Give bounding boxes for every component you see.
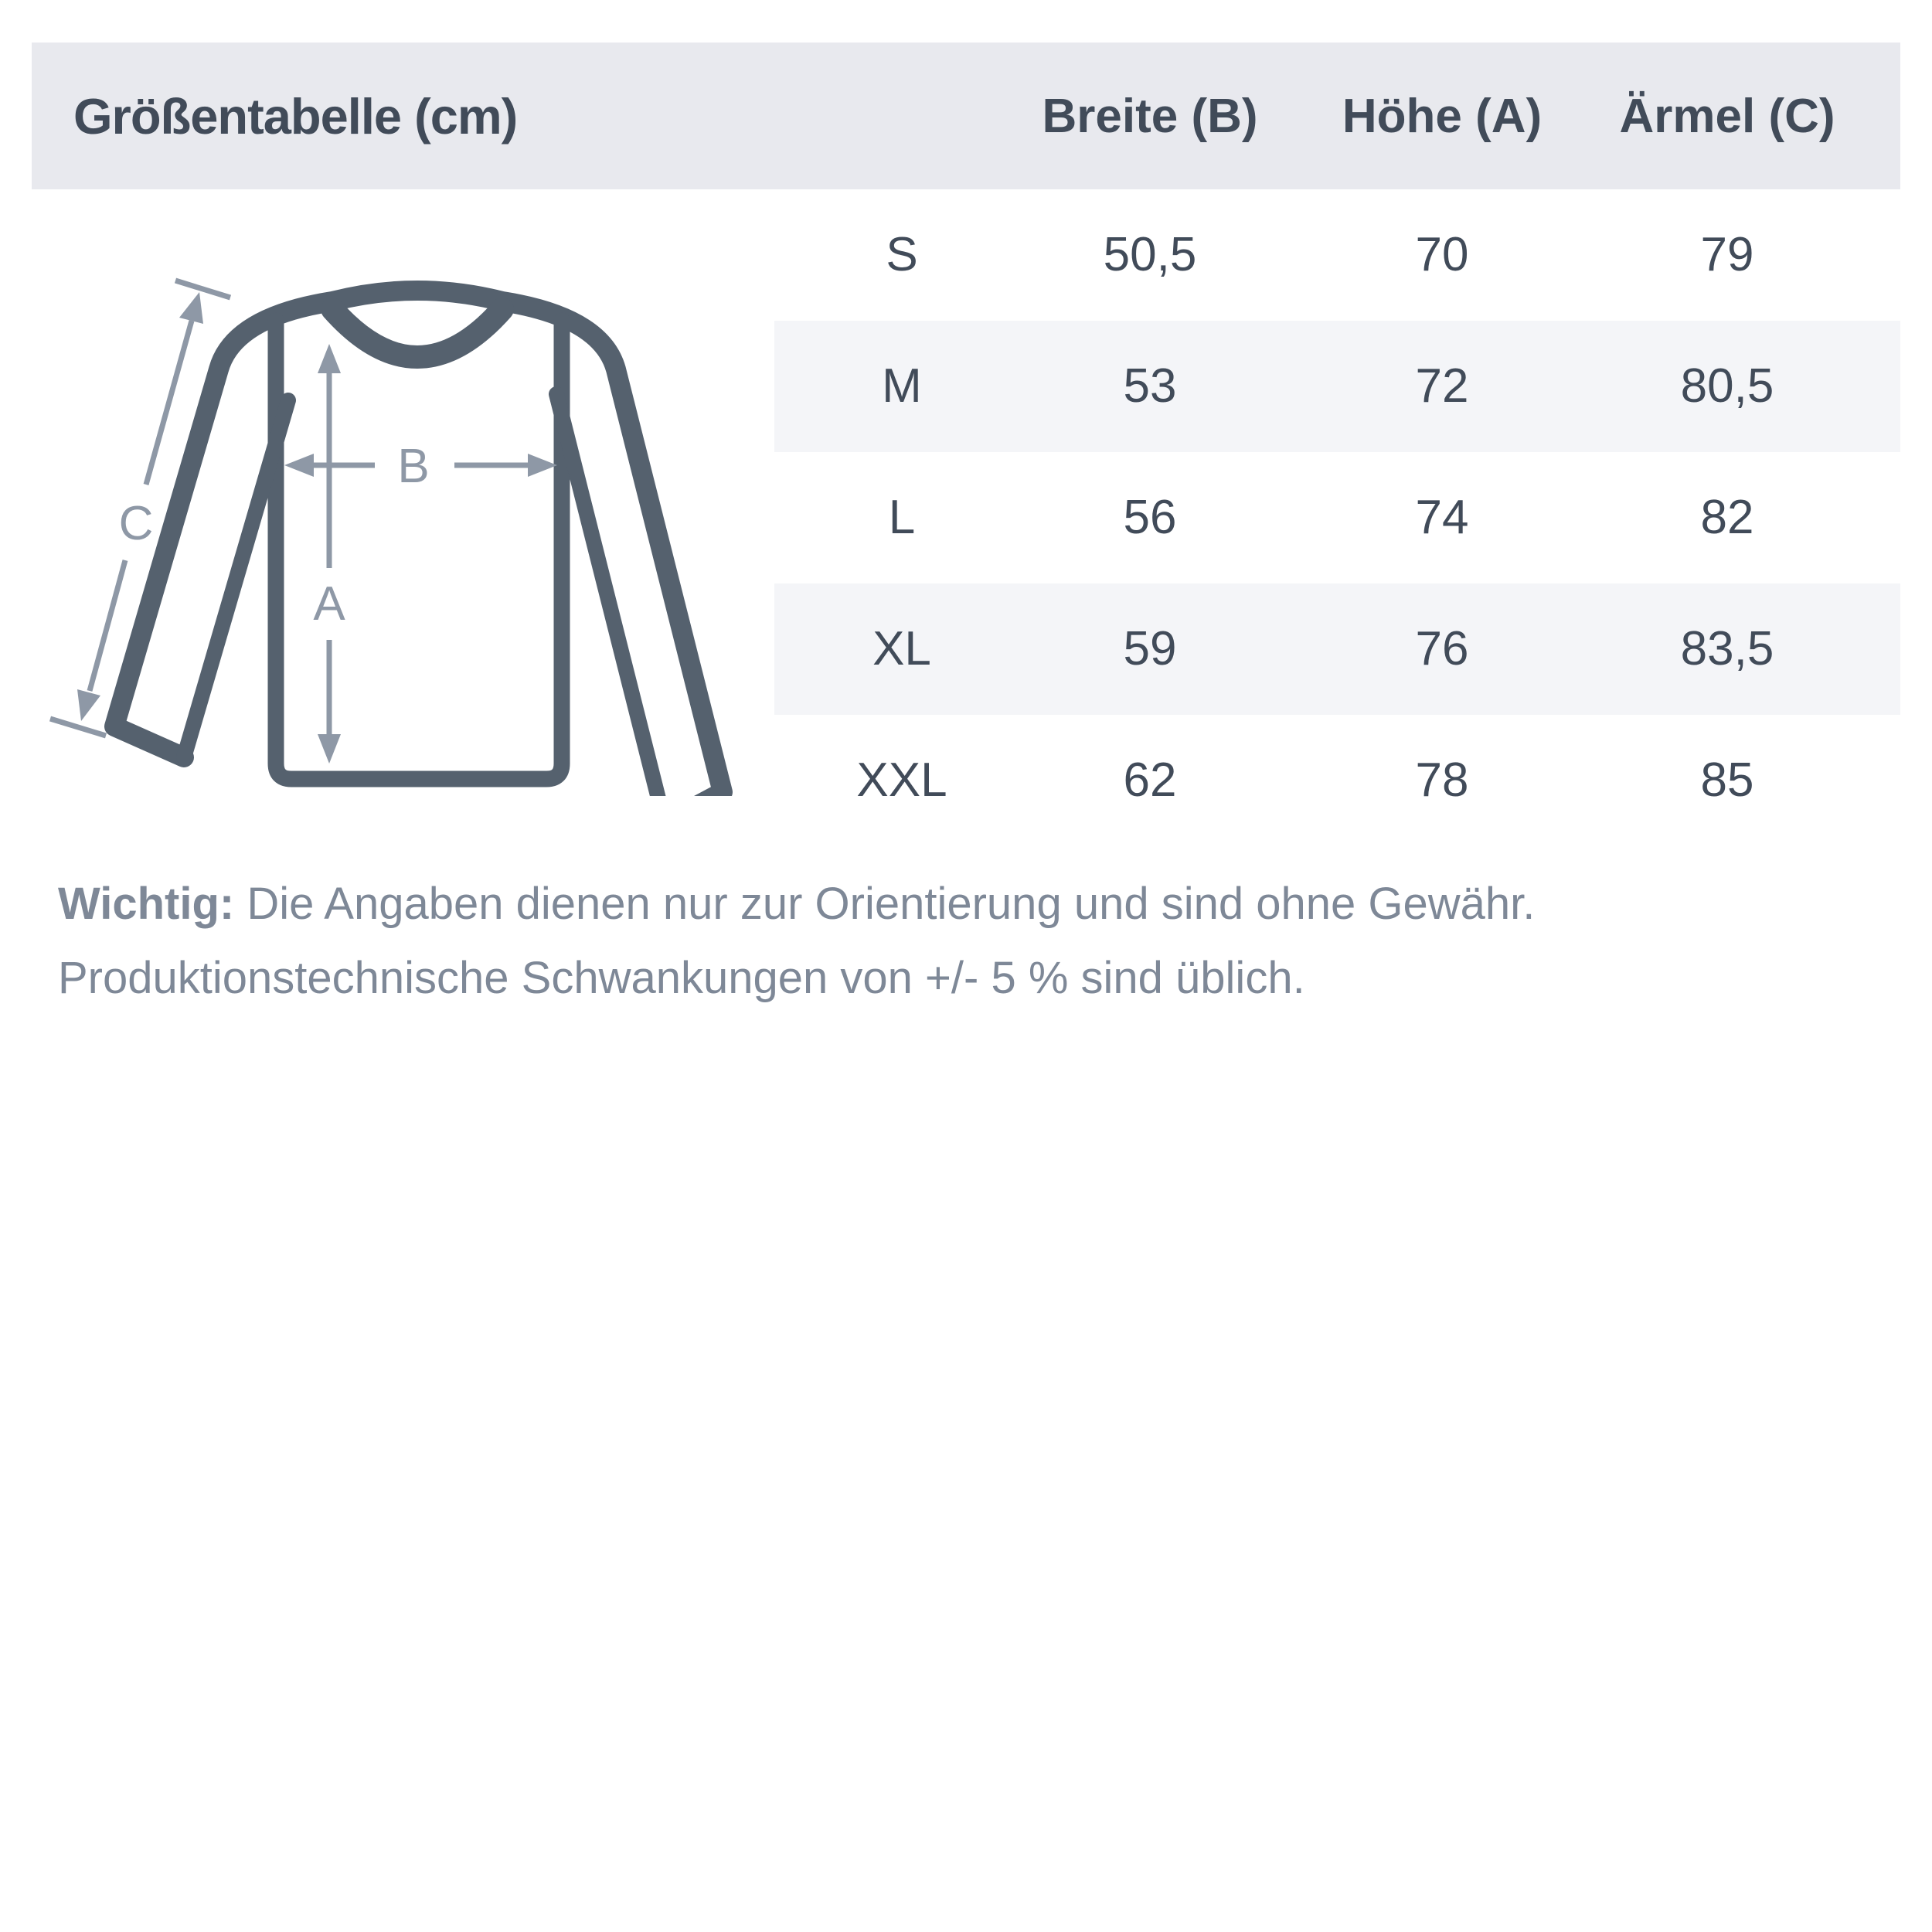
sweater-measurement-diagram <box>23 270 750 796</box>
hoehe-value: 78 <box>1415 753 1469 807</box>
disclaimer-line-1-text: Die Angaben dienen nur zur Orientierung und sind ohne Gewähr. <box>234 879 1536 929</box>
label-b: B <box>397 440 430 493</box>
breite-value: 53 <box>1123 359 1177 413</box>
breite-value: 50,5 <box>1103 228 1197 281</box>
aermel-value: 80,5 <box>1680 359 1774 413</box>
sweater-body <box>276 321 562 779</box>
column-header-breite: Breite (B) <box>1042 89 1258 143</box>
arrowhead-a-down <box>318 734 341 764</box>
hoehe-value: 72 <box>1415 359 1469 413</box>
table-row-m <box>774 321 1900 452</box>
table-row-l <box>774 452 1900 583</box>
size-table <box>774 189 1900 846</box>
neckband <box>332 309 502 357</box>
aermel-value: 79 <box>1700 228 1754 281</box>
hoehe-value: 74 <box>1415 491 1469 544</box>
aermel-value: 83,5 <box>1680 622 1774 675</box>
disclaimer-line-1 <box>58 867 1905 941</box>
label-a: A <box>313 577 345 631</box>
size-label: XL <box>872 622 931 675</box>
right-sleeve-seam <box>556 394 665 796</box>
hoehe-value: 76 <box>1415 622 1469 675</box>
size-label: L <box>888 491 916 544</box>
label-c: C <box>118 497 154 550</box>
size-label: M <box>882 359 922 413</box>
table-row-s <box>774 189 1900 321</box>
size-label: S <box>886 228 918 281</box>
aermel-value: 82 <box>1700 491 1754 544</box>
breite-value: 62 <box>1123 753 1177 807</box>
breite-value: 59 <box>1123 622 1177 675</box>
column-header-aermel: Ärmel (C) <box>1619 89 1835 143</box>
column-header-hoehe: Höhe (A) <box>1342 89 1543 143</box>
breite-value: 56 <box>1123 491 1177 544</box>
size-chart-header <box>32 43 1900 189</box>
table-row-xxl <box>774 715 1900 846</box>
size-label: XXL <box>856 753 947 807</box>
page-title: Größentabelle (cm) <box>73 87 518 145</box>
aermel-value: 85 <box>1700 753 1754 807</box>
disclaimer-bold: Wichtig: <box>58 879 235 929</box>
arrowhead-c-down <box>77 689 100 721</box>
arrowhead-b-left <box>284 454 314 477</box>
disclaimer-note <box>58 867 1905 1015</box>
table-row-xl <box>774 583 1900 715</box>
disclaimer-line-2: Produktionstechnische Schwankungen von +/- 5 % sind üblich. <box>58 953 1305 1003</box>
arrowhead-b-right <box>528 454 557 477</box>
arrowhead-a-up <box>318 344 341 373</box>
hoehe-value: 70 <box>1415 228 1469 281</box>
arrowhead-c-up <box>179 292 203 324</box>
